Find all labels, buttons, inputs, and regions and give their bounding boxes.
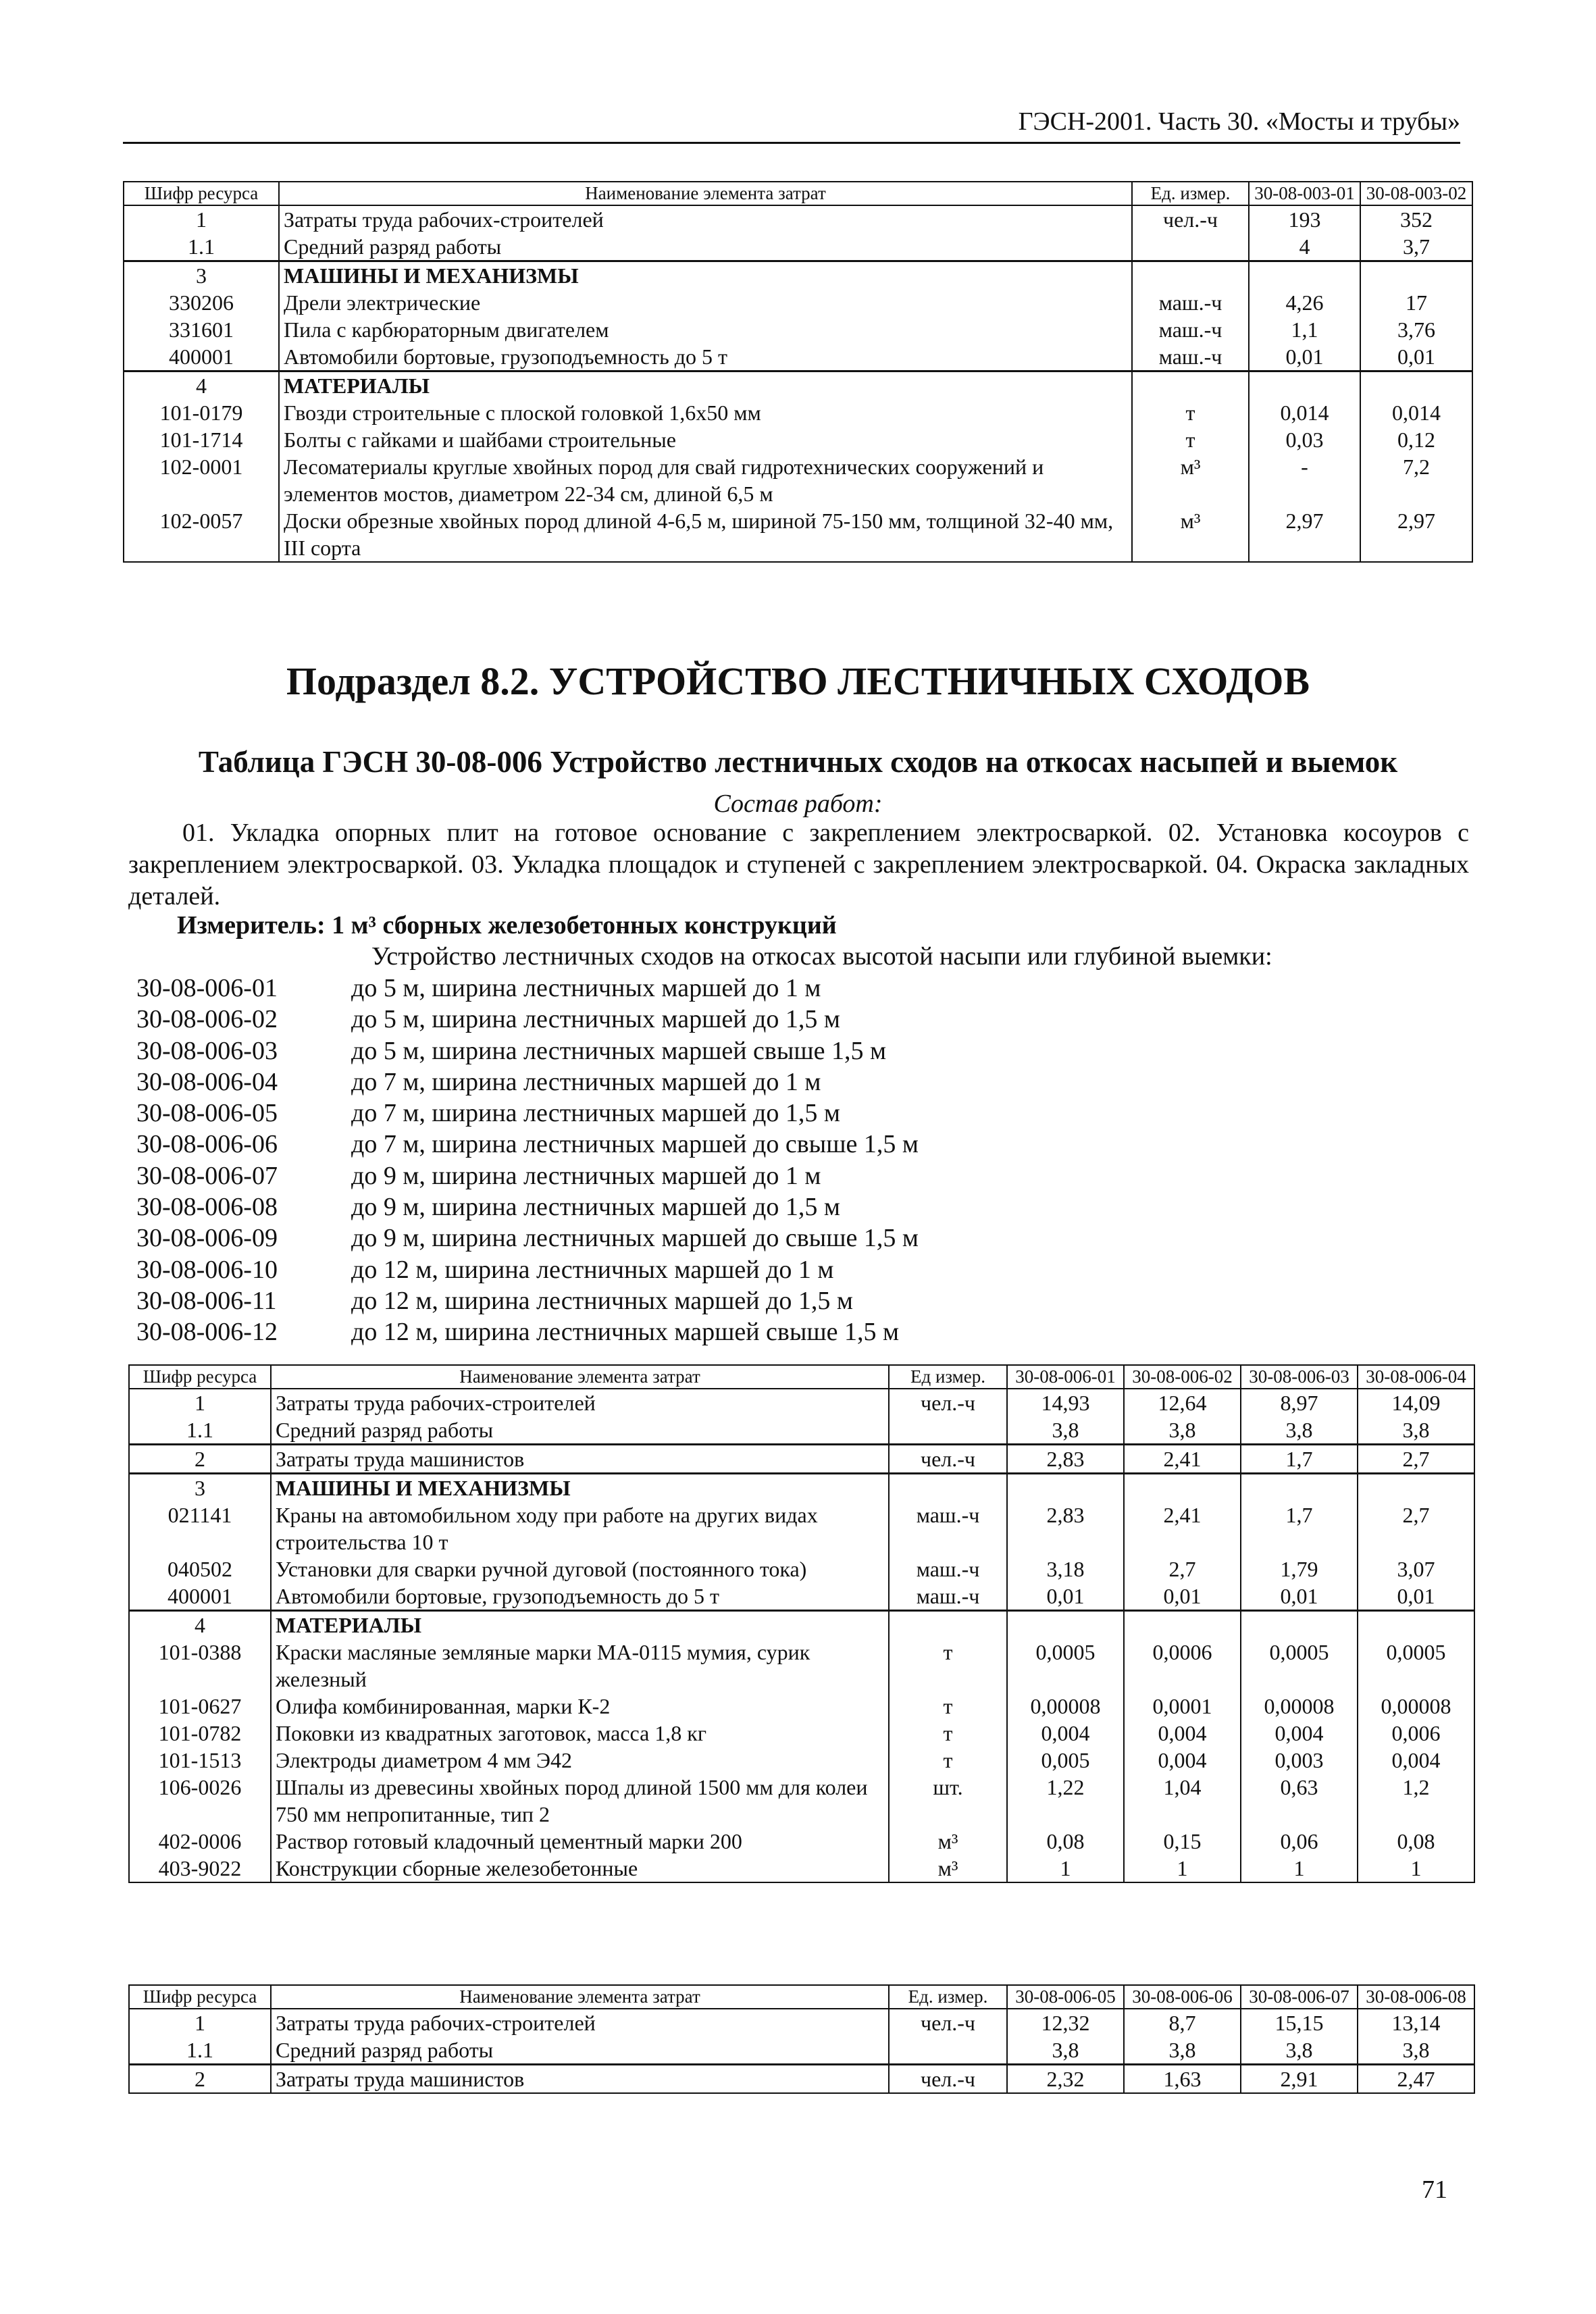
norm-code: 30-08-006-08 bbox=[136, 1193, 278, 1222]
unit: шт. bbox=[889, 1774, 1007, 1828]
unit: т bbox=[889, 1720, 1007, 1747]
norm-description: до 9 м, ширина лестничных маршей до 1,5 м bbox=[351, 1193, 840, 1222]
norm-value: 12,64 bbox=[1124, 1389, 1241, 1416]
unit bbox=[1132, 371, 1249, 400]
table-row bbox=[129, 1693, 1474, 1720]
norm-value: 0,003 bbox=[1241, 1747, 1358, 1774]
codes-intro: Устройство лестничных сходов на откосах высотой насыпи или глубиной выемки: bbox=[371, 942, 1272, 971]
unit: т bbox=[1132, 399, 1249, 426]
norm-code: 30-08-006-09 bbox=[136, 1224, 278, 1253]
norm-code: 30-08-006-01 bbox=[136, 974, 278, 1002]
resource-code: 4 bbox=[124, 371, 279, 400]
norm-value: 3,8 bbox=[1358, 2036, 1474, 2065]
resource-code: 101-0782 bbox=[129, 1720, 271, 1747]
norm-value: 0,00008 bbox=[1241, 1693, 1358, 1720]
norm-value: 0,15 bbox=[1124, 1828, 1241, 1855]
norm-value: 1,7 bbox=[1241, 1501, 1358, 1555]
resource-code: 400001 bbox=[124, 343, 279, 371]
resource-code: 4 bbox=[129, 1611, 271, 1639]
column-header: 30-08-003-02 bbox=[1360, 182, 1472, 205]
unit: маш.-ч bbox=[889, 1555, 1007, 1583]
resource-name: Затраты труда рабочих-строителей bbox=[271, 2009, 889, 2036]
norm-value: 3,8 bbox=[1241, 1416, 1358, 1445]
norm-value: 13,14 bbox=[1358, 2009, 1474, 2036]
norm-code: 30-08-006-11 bbox=[136, 1286, 277, 1315]
norm-value bbox=[1241, 1611, 1358, 1639]
column-header: Наименование элемента затрат bbox=[271, 1365, 889, 1389]
norm-value: 0,01 bbox=[1007, 1583, 1124, 1611]
norm-value bbox=[1358, 1611, 1474, 1639]
unit: чел.-ч bbox=[889, 1445, 1007, 1474]
works-label: Состав работ: bbox=[713, 790, 883, 818]
table-row bbox=[129, 1445, 1474, 1474]
table-title: Таблица ГЭСН 30-08-006 Устройство лестничных сходов на откосах насыпей и выемок bbox=[198, 745, 1398, 779]
norm-value bbox=[1124, 1474, 1241, 1502]
resource-name: Автомобили бортовые, грузоподъемность до 5 т bbox=[271, 1583, 889, 1611]
norm-value: 7,2 bbox=[1360, 453, 1472, 507]
norm-value: 352 bbox=[1360, 205, 1472, 233]
table-row bbox=[129, 1611, 1474, 1639]
meter-unit: Измеритель: 1 м³ сборных железобетонных конструкций bbox=[177, 911, 837, 940]
resource-name: Средний разряд работы bbox=[279, 233, 1132, 261]
resource-group bbox=[124, 371, 1472, 563]
norm-value: 0,00008 bbox=[1007, 1693, 1124, 1720]
resource-code: 1 bbox=[124, 205, 279, 233]
norm-value: 0,004 bbox=[1124, 1720, 1241, 1747]
norm-value: 2,7 bbox=[1358, 1445, 1474, 1474]
norm-value: 2,41 bbox=[1124, 1445, 1241, 1474]
resource-name: Болты с гайками и шайбами строительные bbox=[279, 426, 1132, 453]
norm-description: до 7 м, ширина лестничных маршей до 1,5 м bbox=[351, 1099, 840, 1128]
resource-name: Поковки из квадратных заготовок, масса 1,8 кг bbox=[271, 1720, 889, 1747]
norm-value bbox=[1249, 371, 1360, 400]
norm-value: 1 bbox=[1124, 1855, 1241, 1882]
unit: м³ bbox=[889, 1828, 1007, 1855]
norm-value bbox=[1241, 1474, 1358, 1502]
column-header: Наименование элемента затрат bbox=[279, 182, 1132, 205]
column-header: 30-08-006-01 bbox=[1007, 1365, 1124, 1389]
code-item bbox=[136, 1254, 919, 1285]
column-header: 30-08-006-06 bbox=[1124, 1985, 1241, 2009]
unit: т bbox=[889, 1693, 1007, 1720]
norm-value: 14,09 bbox=[1358, 1389, 1474, 1416]
norm-value: 0,005 bbox=[1007, 1747, 1124, 1774]
norm-code: 30-08-006-05 bbox=[136, 1099, 278, 1128]
resource-group bbox=[129, 1445, 1474, 1474]
norm-value: 0,01 bbox=[1124, 1583, 1241, 1611]
norm-value: 12,32 bbox=[1007, 2009, 1124, 2036]
norm-code: 30-08-006-07 bbox=[136, 1161, 278, 1190]
norm-code: 30-08-006-10 bbox=[136, 1255, 278, 1284]
table-row bbox=[129, 1555, 1474, 1583]
norm-description: до 7 м, ширина лестничных маршей до 1 м bbox=[351, 1067, 821, 1096]
norm-value: 4,26 bbox=[1249, 289, 1360, 316]
norm-value: 0,0005 bbox=[1241, 1639, 1358, 1693]
norm-value bbox=[1360, 371, 1472, 400]
table-row bbox=[124, 426, 1472, 453]
resource-name: МАШИНЫ И МЕХАНИЗМЫ bbox=[271, 1474, 889, 1502]
norm-code: 30-08-006-02 bbox=[136, 1005, 278, 1034]
norm-value bbox=[1124, 1611, 1241, 1639]
resource-group bbox=[129, 1474, 1474, 1611]
column-header: Ед измер. bbox=[889, 1365, 1007, 1389]
norm-value: 193 bbox=[1249, 205, 1360, 233]
page-number: 71 bbox=[1422, 2176, 1447, 2204]
table-row bbox=[124, 399, 1472, 426]
table-row bbox=[129, 1720, 1474, 1747]
norm-value: 0,08 bbox=[1358, 1828, 1474, 1855]
norm-value: 3,8 bbox=[1241, 2036, 1358, 2065]
unit: маш.-ч bbox=[1132, 316, 1249, 343]
code-item bbox=[136, 1316, 919, 1347]
resource-table-006-part1 bbox=[128, 1364, 1475, 1883]
table-row bbox=[129, 1855, 1474, 1882]
resource-name: Краски масляные земляные марки МА-0115 мумия, сурик железный bbox=[271, 1639, 889, 1693]
table-row bbox=[129, 1389, 1474, 1416]
norm-value: 0,03 bbox=[1249, 426, 1360, 453]
norm-value: 0,0005 bbox=[1007, 1639, 1124, 1693]
code-item bbox=[136, 1004, 919, 1035]
norm-value: 2,32 bbox=[1007, 2065, 1124, 2094]
resource-group bbox=[124, 205, 1472, 261]
table-row bbox=[129, 1828, 1474, 1855]
table-row bbox=[124, 316, 1472, 343]
table-row bbox=[129, 2065, 1474, 2094]
header-row bbox=[129, 1365, 1474, 1389]
code-item bbox=[136, 1035, 919, 1066]
resource-code: 2 bbox=[129, 1445, 271, 1474]
unit: чел.-ч bbox=[889, 1389, 1007, 1416]
unit: м³ bbox=[1132, 453, 1249, 507]
norm-value: 0,63 bbox=[1241, 1774, 1358, 1828]
resource-name: МАТЕРИАЛЫ bbox=[279, 371, 1132, 400]
norm-value: 0,004 bbox=[1007, 1720, 1124, 1747]
norm-value bbox=[1358, 1474, 1474, 1502]
norm-value: 3,8 bbox=[1124, 2036, 1241, 2065]
resource-name: Автомобили бортовые, грузоподъемность до 5 т bbox=[279, 343, 1132, 371]
table-row bbox=[129, 1501, 1474, 1555]
resource-name: Гвозди строительные с плоской головкой 1,6х50 мм bbox=[279, 399, 1132, 426]
norm-value: 17 bbox=[1360, 289, 1472, 316]
resource-code: 400001 bbox=[129, 1583, 271, 1611]
norm-value: 0,01 bbox=[1241, 1583, 1358, 1611]
resource-code: 1.1 bbox=[129, 2036, 271, 2065]
norm-value bbox=[1249, 261, 1360, 290]
resource-group bbox=[129, 2065, 1474, 2094]
norm-value: 2,7 bbox=[1358, 1501, 1474, 1555]
norm-value: 0,004 bbox=[1358, 1747, 1474, 1774]
norm-value: 0,004 bbox=[1241, 1720, 1358, 1747]
norm-description: до 5 м, ширина лестничных маршей свыше 1,5 м bbox=[351, 1036, 887, 1065]
column-header: Шифр ресурса bbox=[124, 182, 279, 205]
norm-value: 8,97 bbox=[1241, 1389, 1358, 1416]
norm-value: 0,06 bbox=[1241, 1828, 1358, 1855]
resource-code: 331601 bbox=[124, 316, 279, 343]
table-row bbox=[124, 343, 1472, 371]
resource-group bbox=[129, 1389, 1474, 1445]
unit: м³ bbox=[1132, 507, 1249, 562]
code-item bbox=[136, 1066, 919, 1098]
unit bbox=[1132, 261, 1249, 290]
norm-description: до 12 м, ширина лестничных маршей свыше 1,5 м bbox=[351, 1318, 900, 1347]
norm-value: 1 bbox=[1358, 1855, 1474, 1882]
resource-name: Электроды диаметром 4 мм Э42 bbox=[271, 1747, 889, 1774]
norm-value: 3,8 bbox=[1358, 1416, 1474, 1445]
table-row bbox=[129, 1583, 1474, 1611]
resource-code: 1 bbox=[129, 1389, 271, 1416]
column-header: 30-08-006-07 bbox=[1241, 1985, 1358, 2009]
norm-value: 0,01 bbox=[1360, 343, 1472, 371]
norm-value: 1,2 bbox=[1358, 1774, 1474, 1828]
resource-name: Средний разряд работы bbox=[271, 1416, 889, 1445]
unit: м³ bbox=[889, 1855, 1007, 1882]
norm-value bbox=[1007, 1611, 1124, 1639]
resource-code: 3 bbox=[124, 261, 279, 290]
norm-value: - bbox=[1249, 453, 1360, 507]
code-item bbox=[136, 973, 919, 1004]
table-row bbox=[124, 205, 1472, 233]
resource-name: Раствор готовый кладочный цементный марки 200 bbox=[271, 1828, 889, 1855]
column-header: Шифр ресурса bbox=[129, 1985, 271, 2009]
norm-value: 3,8 bbox=[1007, 2036, 1124, 2065]
norm-value: 1,79 bbox=[1241, 1555, 1358, 1583]
code-item bbox=[136, 1285, 919, 1316]
resource-code: 2 bbox=[129, 2065, 271, 2094]
norm-value: 0,0001 bbox=[1124, 1693, 1241, 1720]
resource-code: 102-0001 bbox=[124, 453, 279, 507]
norm-value: 0,0005 bbox=[1358, 1639, 1474, 1693]
table-row bbox=[124, 233, 1472, 261]
column-header: 30-08-006-08 bbox=[1358, 1985, 1474, 2009]
norm-value: 0,014 bbox=[1360, 399, 1472, 426]
resource-name: МАШИНЫ И МЕХАНИЗМЫ bbox=[279, 261, 1132, 290]
norm-value: 3,7 bbox=[1360, 233, 1472, 261]
unit bbox=[889, 2036, 1007, 2065]
norm-value: 0,01 bbox=[1249, 343, 1360, 371]
resource-code: 101-1513 bbox=[129, 1747, 271, 1774]
norm-code: 30-08-006-04 bbox=[136, 1067, 278, 1096]
norm-value: 8,7 bbox=[1124, 2009, 1241, 2036]
resource-group bbox=[129, 1611, 1474, 1883]
unit: т bbox=[1132, 426, 1249, 453]
norm-value: 1,22 bbox=[1007, 1774, 1124, 1828]
resource-name: Установки для сварки ручной дуговой (постоянного тока) bbox=[271, 1555, 889, 1583]
norm-value: 3,8 bbox=[1124, 1416, 1241, 1445]
unit bbox=[889, 1474, 1007, 1502]
norm-value: 0,08 bbox=[1007, 1828, 1124, 1855]
unit: чел.-ч bbox=[1132, 205, 1249, 233]
unit: маш.-ч bbox=[1132, 289, 1249, 316]
unit: чел.-ч bbox=[889, 2009, 1007, 2036]
code-item bbox=[136, 1098, 919, 1129]
table-row bbox=[124, 453, 1472, 507]
table-row bbox=[129, 2036, 1474, 2065]
table-row bbox=[129, 2009, 1474, 2036]
norm-value: 4 bbox=[1249, 233, 1360, 261]
column-header: Ед. измер. bbox=[1132, 182, 1249, 205]
column-header: Ед. измер. bbox=[889, 1985, 1007, 2009]
resource-name: Средний разряд работы bbox=[271, 2036, 889, 2065]
unit: маш.-ч bbox=[889, 1501, 1007, 1555]
resource-name: Дрели электрические bbox=[279, 289, 1132, 316]
unit bbox=[889, 1611, 1007, 1639]
resource-name: Краны на автомобильном ходу при работе на других видах строительства 10 т bbox=[271, 1501, 889, 1555]
norm-value: 1,7 bbox=[1241, 1445, 1358, 1474]
table-row bbox=[129, 1774, 1474, 1828]
norm-value: 2,47 bbox=[1358, 2065, 1474, 2094]
resource-code: 101-0179 bbox=[124, 399, 279, 426]
code-item bbox=[136, 1129, 919, 1160]
table-row bbox=[124, 261, 1472, 290]
resource-code: 106-0026 bbox=[129, 1774, 271, 1828]
header-row bbox=[129, 1985, 1474, 2009]
norm-value: 2,83 bbox=[1007, 1501, 1124, 1555]
resource-name: Затраты труда рабочих-строителей bbox=[271, 1389, 889, 1416]
norm-value: 2,97 bbox=[1249, 507, 1360, 562]
resource-name: Пила с карбюраторным двигателем bbox=[279, 316, 1132, 343]
resource-code: 1.1 bbox=[129, 1416, 271, 1445]
norm-value: 3,76 bbox=[1360, 316, 1472, 343]
table-row bbox=[129, 1416, 1474, 1445]
norm-value: 14,93 bbox=[1007, 1389, 1124, 1416]
resource-name: Затраты труда машинистов bbox=[271, 2065, 889, 2094]
norm-value: 0,006 bbox=[1358, 1720, 1474, 1747]
resource-code: 3 bbox=[129, 1474, 271, 1502]
column-header: 30-08-006-05 bbox=[1007, 1985, 1124, 2009]
norm-value: 2,97 bbox=[1360, 507, 1472, 562]
norm-value: 2,91 bbox=[1241, 2065, 1358, 2094]
norm-value: 0,014 bbox=[1249, 399, 1360, 426]
norm-description: до 12 м, ширина лестничных маршей до 1,5 м bbox=[351, 1286, 853, 1315]
norm-description: до 9 м, ширина лестничных маршей до свыше 1,5 м bbox=[351, 1224, 919, 1253]
resource-group bbox=[129, 2009, 1474, 2065]
resource-name: Доски обрезные хвойных пород длиной 4-6,5 м, шириной 75-150 мм, толщиной 32-40 мм, III сорта bbox=[279, 507, 1132, 562]
norm-value: 1,63 bbox=[1124, 2065, 1241, 2094]
table-row bbox=[124, 507, 1472, 562]
resource-name: Конструкции сборные железобетонные bbox=[271, 1855, 889, 1882]
resource-code: 101-0627 bbox=[129, 1693, 271, 1720]
norm-description: до 12 м, ширина лестничных маршей до 1 м bbox=[351, 1255, 834, 1284]
column-header: Шифр ресурса bbox=[129, 1365, 271, 1389]
unit bbox=[889, 1416, 1007, 1445]
resource-code: 330206 bbox=[124, 289, 279, 316]
norm-value: 1 bbox=[1241, 1855, 1358, 1882]
resource-table-006-part2 bbox=[128, 1984, 1475, 2094]
norm-code: 30-08-006-03 bbox=[136, 1036, 278, 1065]
resource-name: Олифа комбинированная, марки К-2 bbox=[271, 1693, 889, 1720]
resource-table-003 bbox=[123, 181, 1473, 563]
table-row bbox=[129, 1474, 1474, 1502]
norm-value: 1,1 bbox=[1249, 316, 1360, 343]
column-header: Наименование элемента затрат bbox=[271, 1985, 889, 2009]
code-item bbox=[136, 1223, 919, 1254]
resource-name: МАТЕРИАЛЫ bbox=[271, 1611, 889, 1639]
norm-value: 0,00008 bbox=[1358, 1693, 1474, 1720]
resource-code: 1 bbox=[129, 2009, 271, 2036]
norm-value: 2,7 bbox=[1124, 1555, 1241, 1583]
norm-value: 2,41 bbox=[1124, 1501, 1241, 1555]
norm-value: 0,004 bbox=[1124, 1747, 1241, 1774]
unit: т bbox=[889, 1639, 1007, 1693]
norm-value: 3,8 bbox=[1007, 1416, 1124, 1445]
norm-value: 3,18 bbox=[1007, 1555, 1124, 1583]
column-header: 30-08-006-04 bbox=[1358, 1365, 1474, 1389]
resource-group bbox=[124, 261, 1472, 371]
norm-description: до 5 м, ширина лестничных маршей до 1,5 м bbox=[351, 1005, 840, 1034]
resource-name: Затраты труда рабочих-строителей bbox=[279, 205, 1132, 233]
table-row bbox=[124, 371, 1472, 400]
code-item bbox=[136, 1160, 919, 1191]
resource-name: Шпалы из древесины хвойных пород длиной 1500 мм для колеи 750 мм непропитанные, тип 2 bbox=[271, 1774, 889, 1828]
table-row bbox=[129, 1747, 1474, 1774]
code-list bbox=[136, 973, 919, 1348]
unit: маш.-ч bbox=[889, 1583, 1007, 1611]
norm-value bbox=[1007, 1474, 1124, 1502]
resource-code: 403-9022 bbox=[129, 1855, 271, 1882]
norm-value: 0,12 bbox=[1360, 426, 1472, 453]
resource-code: 402-0006 bbox=[129, 1828, 271, 1855]
unit bbox=[1132, 233, 1249, 261]
norm-description: до 9 м, ширина лестничных маршей до 1 м bbox=[351, 1161, 821, 1190]
norm-description: до 7 м, ширина лестничных маршей до свыше 1,5 м bbox=[351, 1130, 919, 1159]
resource-code: 102-0057 bbox=[124, 507, 279, 562]
table-row bbox=[129, 1639, 1474, 1693]
resource-name: Затраты труда машинистов bbox=[271, 1445, 889, 1474]
norm-value: 15,15 bbox=[1241, 2009, 1358, 2036]
norm-value: 3,07 bbox=[1358, 1555, 1474, 1583]
column-header: 30-08-006-03 bbox=[1241, 1365, 1358, 1389]
code-item bbox=[136, 1191, 919, 1223]
resource-code: 040502 bbox=[129, 1555, 271, 1583]
resource-code: 021141 bbox=[129, 1501, 271, 1555]
subsection-title: Подраздел 8.2. УСТРОЙСТВО ЛЕСТНИЧНЫХ СХОДОВ bbox=[286, 659, 1310, 703]
norm-value: 0,01 bbox=[1358, 1583, 1474, 1611]
norm-code: 30-08-006-12 bbox=[136, 1318, 278, 1347]
unit: чел.-ч bbox=[889, 2065, 1007, 2094]
norm-value bbox=[1360, 261, 1472, 290]
norm-value: 1,04 bbox=[1124, 1774, 1241, 1828]
unit: т bbox=[889, 1747, 1007, 1774]
header-row bbox=[124, 182, 1472, 205]
table-row bbox=[124, 289, 1472, 316]
norm-description: до 5 м, ширина лестничных маршей до 1 м bbox=[351, 974, 821, 1002]
resource-name: Лесоматериалы круглые хвойных пород для свай гидротехнических сооружений и элементов мостов, диаметром 22-34 см, длиной 6,5 м bbox=[279, 453, 1132, 507]
unit: маш.-ч bbox=[1132, 343, 1249, 371]
norm-value: 2,83 bbox=[1007, 1445, 1124, 1474]
resource-code: 1.1 bbox=[124, 233, 279, 261]
running-header: ГЭСН-2001. Часть 30. «Мосты и трубы» bbox=[123, 107, 1460, 144]
norm-value: 0,0006 bbox=[1124, 1639, 1241, 1693]
column-header: 30-08-006-02 bbox=[1124, 1365, 1241, 1389]
column-header: 30-08-003-01 bbox=[1249, 182, 1360, 205]
norm-value: 1 bbox=[1007, 1855, 1124, 1882]
norm-code: 30-08-006-06 bbox=[136, 1130, 278, 1159]
resource-code: 101-0388 bbox=[129, 1639, 271, 1693]
works-description: 01. Укладка опорных плит на готовое основание с закреплением электросваркой. 02. Установка косоуров с закреплением электросваркой. 03. Укладка площадок и ступеней с закреплением электросваркой. 04. Окраска закладных деталей. bbox=[128, 819, 1469, 910]
resource-code: 101-1714 bbox=[124, 426, 279, 453]
